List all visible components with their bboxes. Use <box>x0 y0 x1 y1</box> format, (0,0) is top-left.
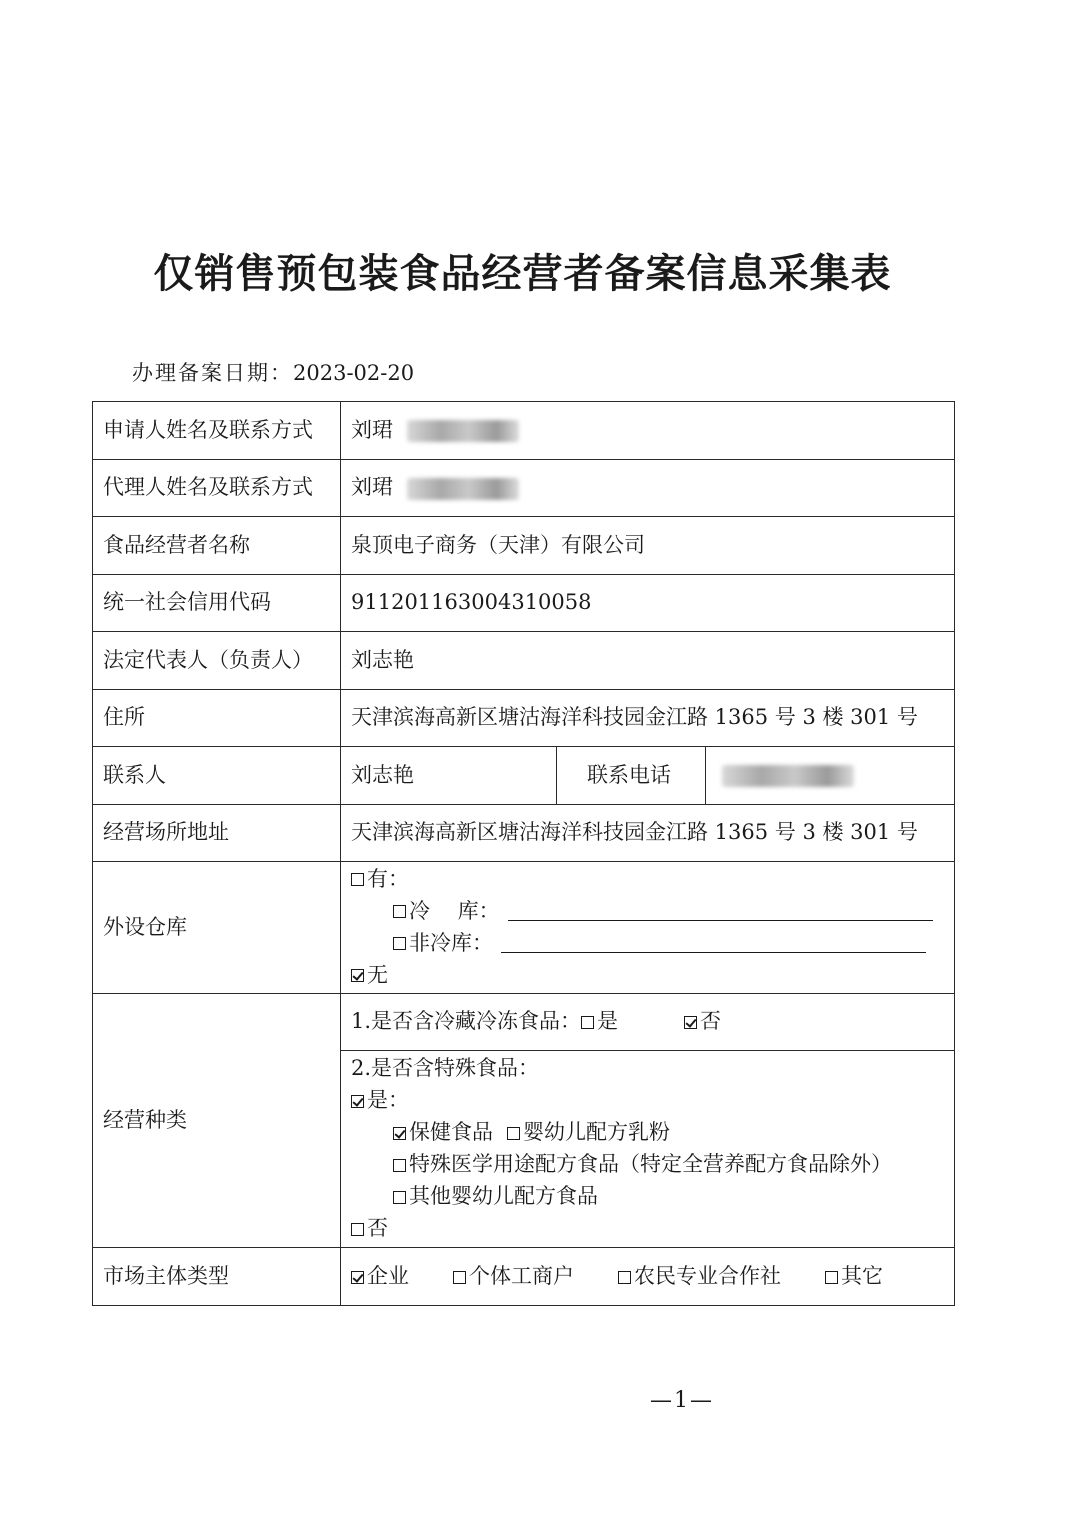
applicant-label: 申请人姓名及联系方式 <box>93 402 341 460</box>
warehouse-none-checkbox[interactable] <box>351 969 364 982</box>
medical-food-checkbox[interactable] <box>393 1159 406 1172</box>
row-operator-name <box>93 517 955 575</box>
row-credit-code <box>93 575 955 632</box>
q2-no-option <box>351 1213 954 1245</box>
q2-yes-option <box>351 1085 954 1117</box>
market-entity-option-individual <box>453 1262 574 1291</box>
address-label: 住所 <box>93 690 341 747</box>
warehouse-none-option <box>351 960 954 992</box>
q2-health-infant-options <box>351 1117 954 1149</box>
row-contact <box>93 747 955 805</box>
credit-code-label: 统一社会信用代码 <box>93 575 341 632</box>
warehouse-cold-option <box>351 896 954 928</box>
warehouse-has-text: 有： <box>367 866 409 891</box>
q2-text: 2.是否含特殊食品： <box>351 1056 540 1081</box>
infant-formula-checkbox[interactable] <box>507 1127 520 1140</box>
warehouse-noncold-text: 非冷库： <box>409 930 493 955</box>
other-infant-text: 其他婴幼儿配方食品 <box>409 1184 598 1209</box>
farmer-coop-text: 农民专业合作社 <box>634 1263 781 1288</box>
warehouse-cold-blank-line[interactable] <box>508 902 933 921</box>
market-entity-option-other <box>825 1262 883 1291</box>
q1-text: 1.是否含冷藏冷冻食品： <box>351 1009 582 1034</box>
row-legal-rep <box>93 632 955 690</box>
business-type-q1 <box>341 994 955 1051</box>
warehouse-has-checkbox[interactable] <box>351 873 364 886</box>
warehouse-has-option <box>351 864 954 896</box>
individual-business-text: 个体工商户 <box>469 1263 574 1288</box>
redacted-phone-mask <box>407 478 519 500</box>
q2-no-checkbox[interactable] <box>351 1223 364 1236</box>
medical-food-text: 特殊医学用途配方食品（特定全营养配方食品除外） <box>409 1152 892 1177</box>
row-market-entity <box>93 1248 955 1306</box>
other-infant-checkbox[interactable] <box>393 1191 406 1204</box>
agent-value-cell <box>341 460 955 517</box>
filing-date-value: 2023-02-20 <box>293 361 415 385</box>
contact-value: 刘志艳 <box>341 747 557 805</box>
farmer-coop-checkbox[interactable] <box>618 1271 631 1284</box>
market-entity-options <box>341 1248 955 1306</box>
contact-phone-cell <box>706 747 955 805</box>
q2-medical-option <box>351 1149 954 1181</box>
business-type-q2 <box>341 1051 955 1248</box>
row-address <box>93 690 955 747</box>
q2-other-infant-option <box>351 1181 954 1213</box>
q1-no-checkbox[interactable] <box>684 1016 697 1029</box>
warehouse-noncold-checkbox[interactable] <box>393 937 406 950</box>
filing-form-table <box>92 401 955 1306</box>
row-business-type-q1 <box>93 994 955 1051</box>
q2-yes-text: 是： <box>367 1088 409 1113</box>
row-business-address <box>93 805 955 862</box>
q1-yes-text: 是 <box>597 1009 619 1034</box>
page-number: —1— <box>650 1388 714 1413</box>
enterprise-text: 企业 <box>367 1263 409 1288</box>
row-warehouse <box>93 862 955 994</box>
market-entity-option-enterprise <box>351 1262 409 1291</box>
filing-date-label: 办理备案日期： <box>132 361 293 385</box>
other-entity-checkbox[interactable] <box>825 1271 838 1284</box>
enterprise-checkbox[interactable] <box>351 1271 364 1284</box>
q1-yes-checkbox[interactable] <box>581 1016 594 1029</box>
warehouse-cold-text: 冷 库： <box>409 898 500 923</box>
health-food-text: 保健食品 <box>409 1120 493 1145</box>
contact-label: 联系人 <box>93 747 341 805</box>
applicant-value-cell <box>341 402 955 460</box>
business-address-label: 经营场所地址 <box>93 805 341 862</box>
warehouse-noncold-blank-line[interactable] <box>501 934 926 953</box>
applicant-name: 刘珺 <box>351 417 393 442</box>
contact-phone-label: 联系电话 <box>557 747 706 805</box>
address-value: 天津滨海高新区塘沽海洋科技园金江路 1365 号 3 楼 301 号 <box>341 690 955 747</box>
redacted-phone-mask <box>407 420 519 442</box>
individual-business-checkbox[interactable] <box>453 1271 466 1284</box>
credit-code-value: 911201163004310058 <box>341 575 955 632</box>
redacted-phone-mask <box>722 765 854 787</box>
agent-label: 代理人姓名及联系方式 <box>93 460 341 517</box>
other-entity-text: 其它 <box>841 1263 883 1288</box>
q2-no-text: 否 <box>367 1216 388 1241</box>
operator-name-value: 泉顶电子商务（天津）有限公司 <box>341 517 955 575</box>
warehouse-label: 外设仓库 <box>93 862 341 994</box>
market-entity-label: 市场主体类型 <box>93 1248 341 1306</box>
agent-name: 刘珺 <box>351 475 393 500</box>
market-entity-option-coop <box>618 1262 781 1291</box>
warehouse-options <box>341 862 955 994</box>
health-food-checkbox[interactable] <box>393 1127 406 1140</box>
q2-yes-checkbox[interactable] <box>351 1095 364 1108</box>
row-agent <box>93 460 955 517</box>
row-applicant <box>93 402 955 460</box>
warehouse-cold-checkbox[interactable] <box>393 905 406 918</box>
business-address-value: 天津滨海高新区塘沽海洋科技园金江路 1365 号 3 楼 301 号 <box>341 805 955 862</box>
business-type-label: 经营种类 <box>93 994 341 1248</box>
q1-no-text: 否 <box>700 1009 722 1034</box>
operator-name-label: 食品经营者名称 <box>93 517 341 575</box>
q2-question <box>351 1053 954 1085</box>
warehouse-none-text: 无 <box>367 962 388 987</box>
legal-rep-label: 法定代表人（负责人） <box>93 632 341 690</box>
warehouse-noncold-option <box>351 928 954 960</box>
filing-date-line <box>132 357 414 387</box>
infant-formula-text: 婴幼儿配方乳粉 <box>523 1120 670 1145</box>
legal-rep-value: 刘志艳 <box>341 632 955 690</box>
form-title: 仅销售预包装食品经营者备案信息采集表 <box>153 251 892 297</box>
